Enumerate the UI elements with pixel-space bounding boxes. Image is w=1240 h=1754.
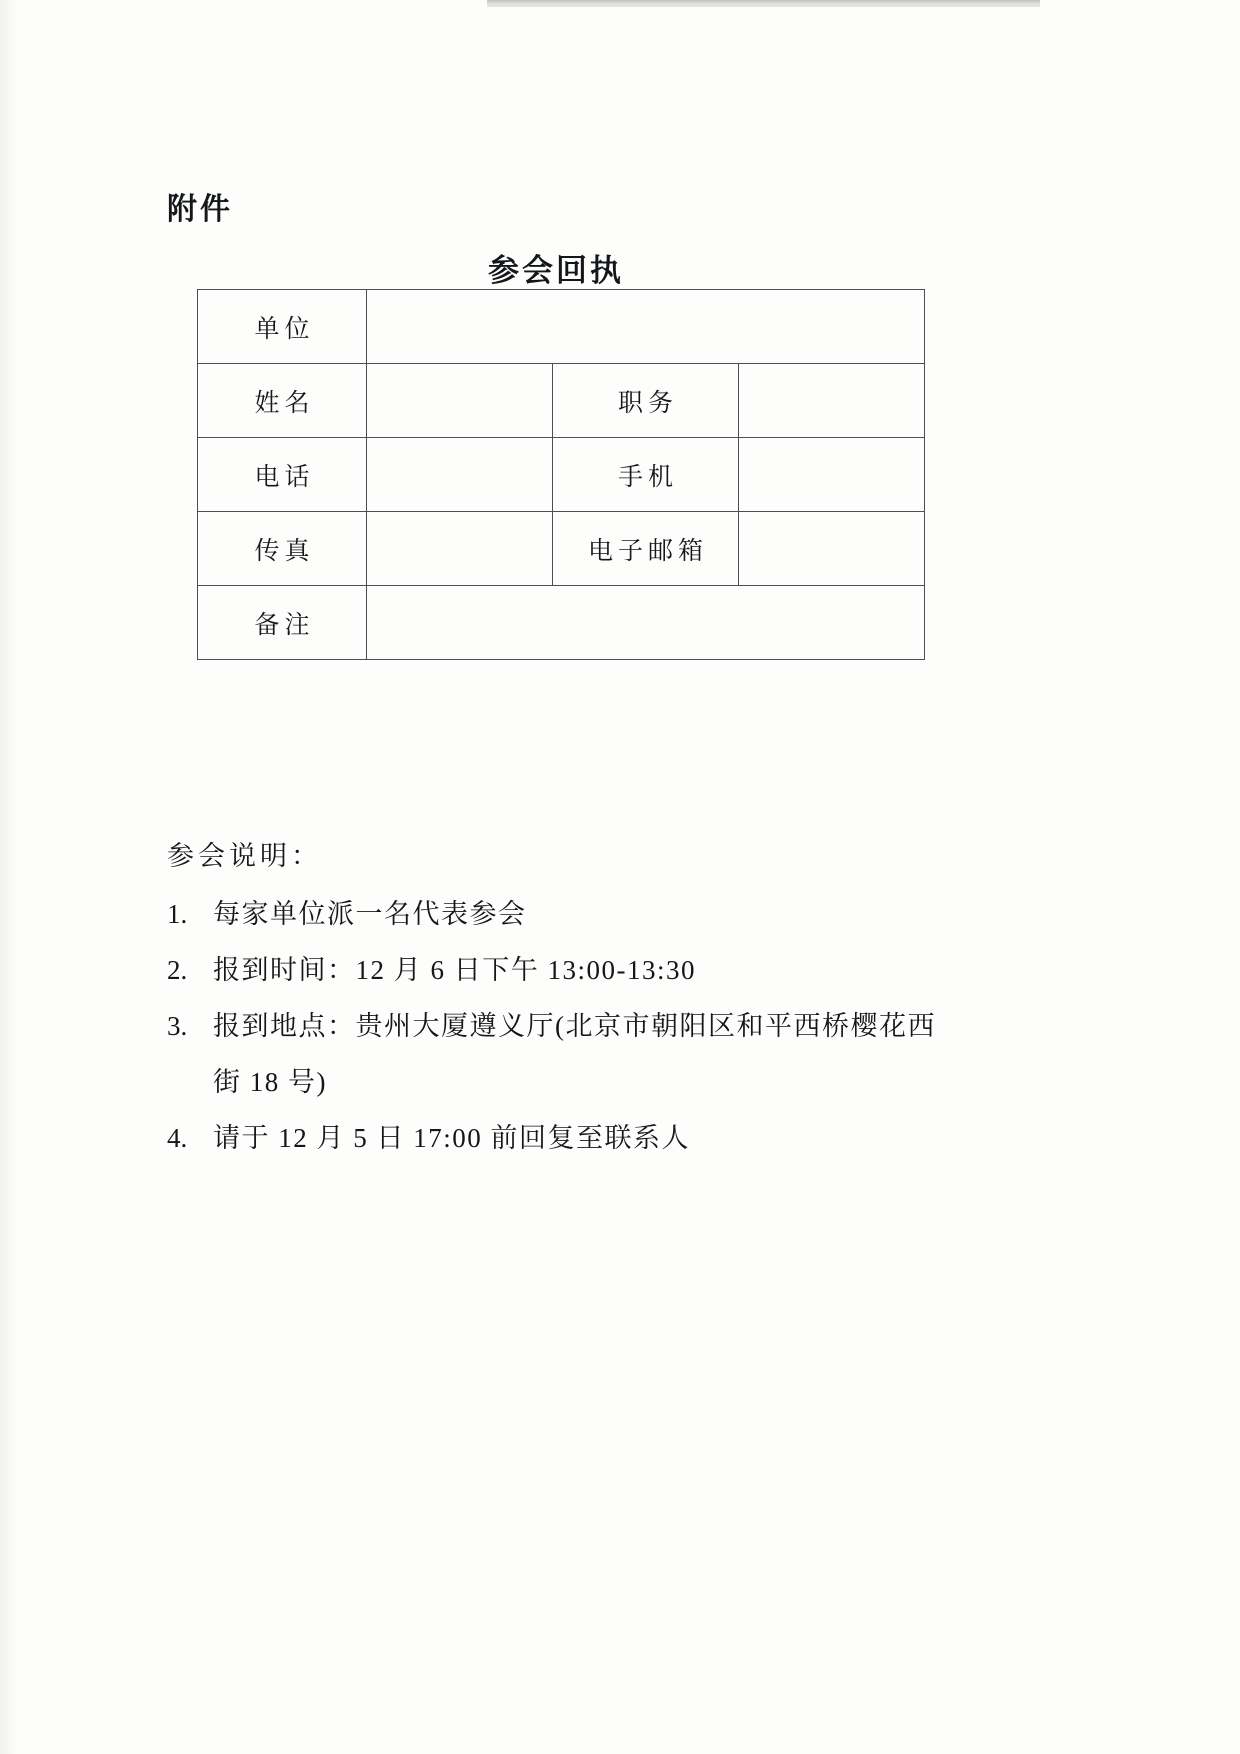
table-row — [198, 438, 925, 512]
field-input-remarks[interactable] — [367, 586, 925, 660]
note-number: 2. — [167, 955, 188, 985]
field-input-mobile[interactable] — [739, 438, 925, 512]
notes-heading: 参会说明： — [167, 841, 322, 871]
field-input-position[interactable] — [739, 364, 925, 438]
note-item-4 — [167, 1110, 1087, 1166]
field-input-phone[interactable] — [367, 438, 553, 512]
note-text: 每家单位派一名代表参会 — [213, 899, 527, 929]
note-text: 请于 12 月 5 日 17:00 前回复至联系人 — [213, 1123, 691, 1153]
note-item-1 — [167, 886, 1087, 942]
field-label-phone: 电话 — [198, 438, 367, 512]
attachment-label: 附件 — [167, 193, 233, 226]
note-item-2 — [167, 942, 1087, 998]
note-item-3 — [167, 998, 1087, 1054]
note-number: 4. — [167, 1123, 188, 1153]
notes-section — [167, 828, 1087, 1166]
table-row — [198, 290, 925, 364]
scan-top-hairline — [487, 5, 1040, 7]
field-label-name: 姓名 — [198, 364, 367, 438]
field-input-name[interactable] — [367, 364, 553, 438]
field-label-unit: 单位 — [198, 290, 367, 364]
note-text: 报到时间：12 月 6 日下午 13:00-13:30 — [213, 955, 696, 985]
field-input-fax[interactable] — [367, 512, 553, 586]
note-item-3-continuation: 街 18 号) — [213, 1067, 327, 1097]
note-text: 报到地点：贵州大厦遵义厅(北京市朝阳区和平西桥樱花西 — [213, 1011, 936, 1041]
field-input-unit[interactable] — [367, 290, 925, 364]
participation-receipt-table — [197, 289, 925, 660]
table-row — [198, 512, 925, 586]
field-label-fax: 传真 — [198, 512, 367, 586]
field-label-position: 职务 — [553, 364, 739, 438]
table-row — [198, 364, 925, 438]
table-row — [198, 586, 925, 660]
field-input-email[interactable] — [739, 512, 925, 586]
field-label-email: 电子邮箱 — [553, 512, 739, 586]
field-label-mobile: 手机 — [553, 438, 739, 512]
note-number: 3. — [167, 1011, 188, 1041]
note-number: 1. — [167, 899, 188, 929]
page-title: 参会回执 — [488, 253, 624, 288]
field-label-remarks: 备注 — [198, 586, 367, 660]
